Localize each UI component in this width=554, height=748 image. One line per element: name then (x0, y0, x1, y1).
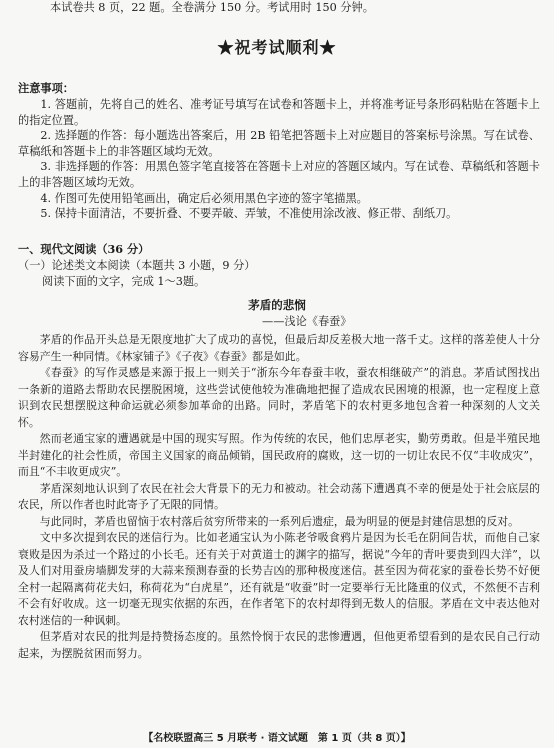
lead-line: 本试卷共 8 页，22 题。全卷满分 150 分。考试用时 150 分钟。 (50, 1, 374, 14)
subsection-heading: （一）论述类文本阅读（本题共 3 小题，9 分） (18, 259, 256, 272)
notice-item: 5. 保持卡面清洁，不要折叠、不要弄破、弄皱，不准使用涂改液、修正带、刮纸刀。 (40, 207, 458, 221)
article-paragraph: 《春蚕》的写作灵感是来源于报上一则关于“浙东今年春蚕丰收，蚕农相继破产”的消息。茅盾试图找出一条新的道路去帮助农民摆脱困境，这些尝试使他较为准确地把握了造成农民困境的根源，也一定程度上意识到农民想摆脱这种命运就必须参加革命的出路。同时，茅盾笔下的农村更多地包含着一种深刻的人文关怀。 (18, 366, 540, 429)
notice-item: 3. 非选择题的作答：用黑色签字笔直接答在答题卡上对应的答题区域内。写在试卷、草稿纸和答题卡上的非答题区域均无效。 (18, 160, 540, 189)
article-paragraph: 茅盾的作品开头总是无限度地扩大了成功的喜悦，但最后却反差极大地一落千丈。这样的落差使人十分容易产生一种同情。《林家铺子》《子夜》《春蚕》都是如此。 (18, 333, 540, 363)
notice-item: 2. 选择题的作答：每小题选出答案后，用 2B 铅笔把答题卡上对应题目的答案标号涂黑。写在试卷、草稿纸和答题卡上的非答题区域均无效。 (18, 129, 540, 158)
article-subtitle: ——浅论《春蚕》 (262, 315, 352, 328)
notice-item: 4. 作图可先使用铅笔画出，确定后必须用黑色字迹的签字笔描黑。 (40, 191, 368, 205)
article-paragraph: 与此同时，茅盾也留恼于农村落后贫穷所带来的一系列后遗症，最为明显的便是封建信思想的反对。 (39, 514, 519, 528)
notice-heading: 注意事项： (18, 81, 74, 95)
page-footer: 【名校联盟高三 5 月联考 · 语文试题 第 1 页（共 8 页）】 (143, 733, 411, 744)
article-title: 茅盾的悲悯 (248, 298, 306, 312)
article-paragraph: 文中多次提到农民的迷信行为。比如老通宝认为小陈老爷吸食鸦片是因为长毛在阴间告状，而他自己家衰败是因为杀过一个路过的小长毛。还有关于对黄道士的渊字的描写，据说“今年的青叶要贵到四大洋”，以及人们对用蚕房墙脚发芽的大蒜来预测春蚕的长势吉凶的那种极度迷信。甚至因为荷花家的蚕卷长势不好便全村一起隔离荷花夫妇，称荷花为“白虎星”，还有就是“收蚕”时一定要举行无比隆重的仪式，不然便不吉利不会有好收成。这一切毫无现实依据的东西，在作者笔下的农村却得到无数人的信服。茅盾在文中表达他对农村迷信的一种讽刺。 (18, 531, 540, 627)
section-heading: 一、现代文阅读（36 分） (18, 242, 150, 256)
article-paragraph: 然而老通宝家的遭遇就是中国的现实写照。作为传统的农民，他们忠厚老实，勤劳勇敢。但是半殖民地半封建化的社会性质，帝国主义国家的商品倾销，国民政府的腐败，这一切的一切让农民不仅“丰收成灾”，而且“不丰收更成灾”。 (18, 432, 540, 478)
motto: ★祝考试顺利★ (217, 38, 337, 57)
reading-instruction: 阅读下面的文字，完成 1～3题。 (42, 275, 206, 288)
article-body (18, 332, 540, 662)
notice-item: 1. 答题前，先将自己的姓名、准考证号填写在试卷和答题卡上，并将准考证号条形码粘贴在答题卡上的指定位置。 (18, 98, 540, 127)
article-paragraph: 但茅盾对农民的批判是持赞扬态度的。虽然怜悯于农民的悲惨遭遇，但他更希望看到的是农民自己行动起来，为摆脱贫困而努力。 (18, 630, 540, 660)
notice-list (18, 97, 540, 222)
article-paragraph: 茅盾深刻地认识到了农民在社会大背景下的无力和被动。社会动荡下遭遇真不幸的便是处于社会底层的农民，所以作者也时此寄予了无限的同情。 (18, 481, 540, 511)
